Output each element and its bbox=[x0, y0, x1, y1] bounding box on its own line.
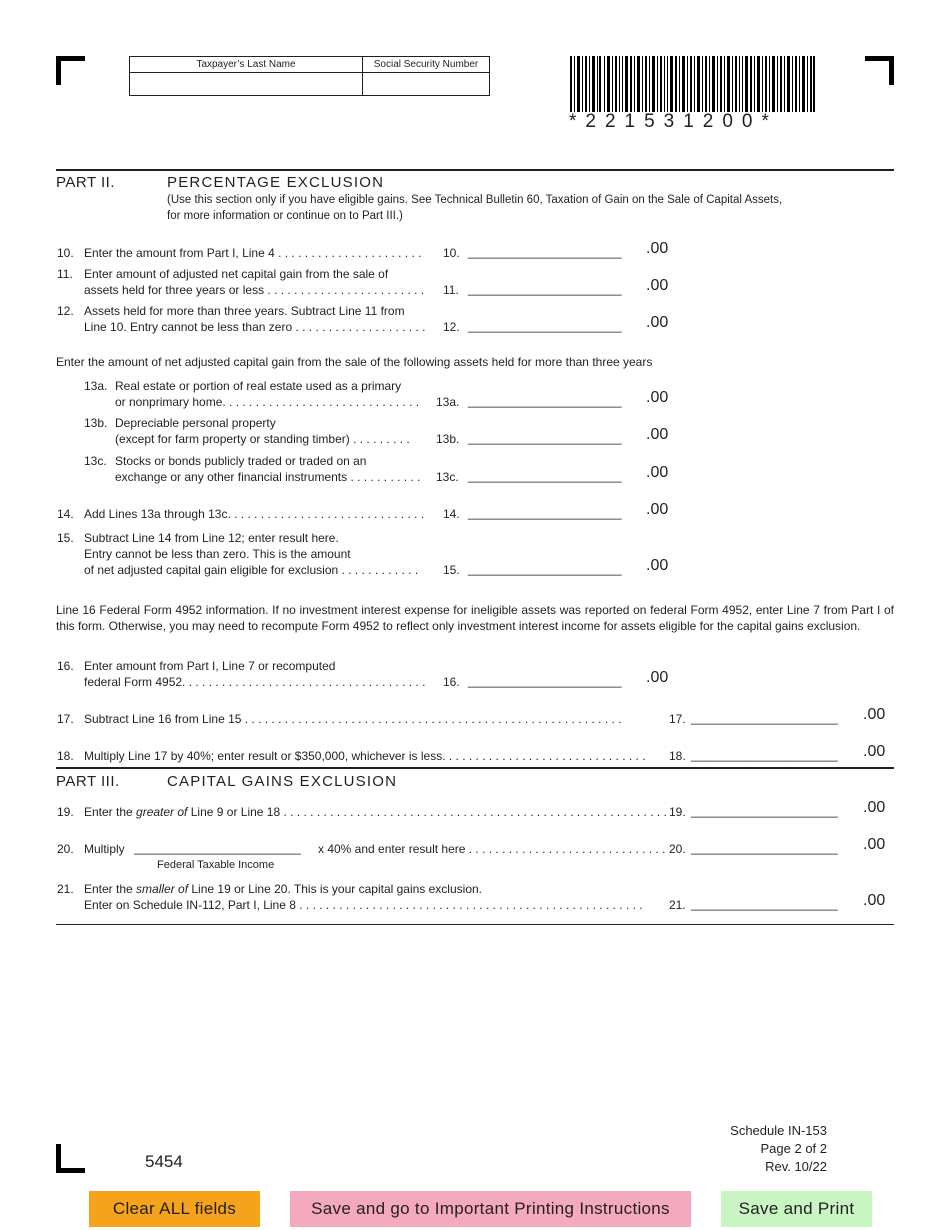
line-21-text-2: Enter on Schedule IN-112, Part I, Line 8 . . . . . . . . . . . . . . . . . . . . . . . . . . . . . . . . . . . . . . . . . . . . . . . . . . . . bbox=[84, 898, 643, 912]
line-20-ref: 20. bbox=[669, 842, 686, 856]
line-11-number: 11. bbox=[57, 267, 73, 281]
line-13b-field[interactable]: _______________________ bbox=[468, 431, 622, 445]
line-10-text: Enter the amount from Part I, Line 4 . . . . . . . . . . . . . . . . . . . . . . bbox=[84, 246, 422, 260]
line-13a-ref: 13a. bbox=[436, 395, 460, 409]
line-14-field[interactable]: _______________________ bbox=[468, 506, 622, 520]
last-name-field[interactable] bbox=[130, 73, 362, 95]
line-18-field[interactable]: ______________________ bbox=[691, 748, 838, 762]
line-16-decimal: .00 bbox=[646, 669, 669, 686]
ssn-field[interactable] bbox=[363, 73, 489, 95]
line-13c-decimal: .00 bbox=[646, 464, 669, 481]
last-name-label: Taxpayer’s Last Name bbox=[130, 57, 362, 73]
barcode-number: *221531200* bbox=[569, 111, 778, 132]
line-12-text-2: Line 10. Entry cannot be less than zero . . . . . . . . . . . . . . . . . . . . bbox=[84, 320, 426, 334]
save-and-go-to-printing-instructions-button[interactable]: Save and go to Important Printing Instructions bbox=[290, 1191, 691, 1227]
line-19-text-emphasis: greater of bbox=[136, 805, 188, 819]
line-20-text-pre: Multiply bbox=[84, 842, 125, 856]
line-19-decimal: .00 bbox=[863, 799, 886, 816]
line-11-decimal: .00 bbox=[646, 277, 669, 294]
line-13b-text-2: (except for farm property or standing timber) . . . . . . . . . bbox=[115, 432, 410, 446]
line-19-ref: 19. bbox=[669, 805, 686, 819]
line-15-number: 15. bbox=[57, 531, 74, 545]
line-13a-decimal: .00 bbox=[646, 389, 669, 406]
part3-title: CAPITAL GAINS EXCLUSION bbox=[167, 773, 398, 790]
line-21-text-pre: Enter the bbox=[84, 882, 137, 896]
line-13c-text-2: exchange or any other financial instruments . . . . . . . . . . . bbox=[115, 470, 421, 484]
schedule-name: Schedule IN-153 bbox=[730, 1123, 827, 1138]
ssn-label: Social Security Number bbox=[363, 57, 489, 73]
part2-note-1: (Use this section only if you have eligible gains. See Technical Bulletin 60, Taxation of Gain on the Sale of Capital Assets, bbox=[167, 194, 783, 206]
line-14-text: Add Lines 13a through 13c. . . . . . . . . . . . . . . . . . . . . . . . . . . . . . bbox=[84, 507, 425, 521]
line-15-text-1: Subtract Line 14 from Line 12; enter result here. bbox=[84, 531, 339, 545]
line-21-field[interactable]: ______________________ bbox=[691, 897, 838, 911]
line-21-ref: 21. bbox=[669, 898, 686, 912]
line-13a-text-1: Real estate or portion of real estate used as a primary bbox=[115, 379, 402, 393]
line-13c-text-1: Stocks or bonds publicly traded or traded on an bbox=[115, 454, 367, 468]
line-19-field[interactable]: ______________________ bbox=[691, 804, 838, 818]
line-13c-field[interactable]: _______________________ bbox=[468, 469, 622, 483]
line-13a-text-2: or nonprimary home. . . . . . . . . . . . . . . . . . . . . . . . . . . . . . bbox=[115, 395, 420, 409]
line-19-text-pre: Enter the bbox=[84, 805, 137, 819]
federal-taxable-income-caption: Federal Taxable Income bbox=[157, 859, 275, 871]
line-12-text-1: Assets held for more than three years. Subtract Line 11 from bbox=[84, 304, 405, 318]
revision-date: Rev. 10/22 bbox=[765, 1159, 827, 1174]
line-16-field[interactable]: _______________________ bbox=[468, 674, 622, 688]
part3-divider bbox=[56, 767, 894, 769]
clear-all-fields-button[interactable]: Clear ALL fields bbox=[89, 1191, 260, 1227]
last-name-cell bbox=[130, 57, 363, 95]
part2-number: PART II. bbox=[56, 174, 116, 191]
line-18-decimal: .00 bbox=[863, 743, 886, 760]
line-20-decimal: .00 bbox=[863, 836, 886, 853]
line-20-field[interactable]: ______________________ bbox=[691, 841, 838, 855]
ssn-cell bbox=[363, 57, 489, 95]
line-16-number: 16. bbox=[57, 659, 74, 673]
line-11-text-1: Enter amount of adjusted net capital gain from the sale of bbox=[84, 267, 389, 281]
line-19-text-post: Line 9 or Line 18 . . . . . . . . . . . . . . . . . . . . . . . . . . . . . . . . . . . . . . . . . . . . . . . . . . . . . . . . . . bbox=[187, 805, 667, 819]
line-16-instructions: Line 16 Federal Form 4952 information. If no investment interest expense for ineligible assets was reported on federal Form 4952, enter Line 7 from Part I of this form. Otherwise, you may need to recompute Form 4952 to reflect only investment interest income for assets eligible for the capital gains exclusion. bbox=[56, 603, 894, 633]
line-11-text-2: assets held for three years or less . . . . . . . . . . . . . . . . . . . . . . . . bbox=[84, 283, 425, 297]
corner-mark-bottom-left bbox=[56, 1144, 85, 1173]
line-18-text: Multiply Line 17 by 40%; enter result or $350,000, whichever is less. . . . . . . . . . . . . . . . . . . . . . . . . . . . . . . bbox=[84, 749, 646, 763]
line-17-field[interactable]: ______________________ bbox=[691, 711, 838, 725]
taxpayer-id-table bbox=[129, 56, 490, 96]
line-11-ref: 11. bbox=[443, 283, 459, 297]
line-13b-decimal: .00 bbox=[646, 426, 669, 443]
line-16-text-2: federal Form 4952. . . . . . . . . . . . . . . . . . . . . . . . . . . . . . . . . . . . . bbox=[84, 675, 426, 689]
line-13-intro: Enter the amount of net adjusted capital gain from the sale of the following assets held for more than three years bbox=[56, 355, 653, 369]
corner-mark-top-left bbox=[56, 56, 85, 85]
line-17-number: 17. bbox=[57, 712, 74, 726]
line-13c-ref: 13c. bbox=[436, 470, 459, 484]
line-13a-field[interactable]: _______________________ bbox=[468, 394, 622, 408]
line-16-ref: 16. bbox=[443, 675, 460, 689]
line-15-ref: 15. bbox=[443, 563, 460, 577]
line-15-text-2: Entry cannot be less than zero. This is the amount bbox=[84, 547, 351, 561]
line-17-text: Subtract Line 16 from Line 15 . . . . . . . . . . . . . . . . . . . . . . . . . . . . . . . . . . . . . . . . . . . . . . . . . . . . . . . . . bbox=[84, 712, 622, 726]
part3-number: PART III. bbox=[56, 773, 120, 790]
line-12-decimal: .00 bbox=[646, 314, 669, 331]
line-21-decimal: .00 bbox=[863, 892, 886, 909]
line-20-number: 20. bbox=[57, 842, 74, 856]
line-13b-number: 13b. bbox=[84, 416, 108, 430]
line-18-number: 18. bbox=[57, 749, 74, 763]
line-15-field[interactable]: _______________________ bbox=[468, 562, 622, 576]
line-10-field[interactable]: _______________________ bbox=[468, 245, 622, 259]
line-12-number: 12. bbox=[57, 304, 74, 318]
corner-mark-top-right bbox=[865, 56, 894, 85]
federal-taxable-income-field[interactable]: _________________________ bbox=[134, 841, 301, 855]
barcode-graphic bbox=[570, 56, 815, 112]
line-13b-ref: 13b. bbox=[436, 432, 460, 446]
save-and-print-button[interactable]: Save and Print bbox=[721, 1191, 872, 1227]
line-21-text-post: Line 19 or Line 20. This is your capital gains exclusion. bbox=[188, 882, 482, 896]
line-12-ref: 12. bbox=[443, 320, 460, 334]
line-13a-number: 13a. bbox=[84, 379, 108, 393]
line-18-ref: 18. bbox=[669, 749, 686, 763]
line-19-text bbox=[84, 804, 667, 820]
line-17-ref: 17. bbox=[669, 712, 686, 726]
line-13b-text-1: Depreciable personal property bbox=[115, 416, 276, 430]
line-14-ref: 14. bbox=[443, 507, 460, 521]
part2-title: PERCENTAGE EXCLUSION bbox=[167, 174, 385, 191]
line-12-field[interactable]: _______________________ bbox=[468, 319, 622, 333]
line-10-ref: 10. bbox=[443, 246, 460, 260]
form-id-number: 5454 bbox=[145, 1152, 183, 1171]
line-20-text-post: x 40% and enter result here . . . . . . . . . . . . . . . . . . . . . . . . . . . . . . bbox=[318, 842, 666, 856]
page-indicator: Page 2 of 2 bbox=[760, 1141, 827, 1156]
line-15-text-3: of net adjusted capital gain eligible for exclusion . . . . . . . . . . . . bbox=[84, 563, 419, 577]
line-13c-number: 13c. bbox=[84, 454, 107, 468]
line-21-text-emphasis: smaller of bbox=[136, 882, 189, 896]
line-10-decimal: .00 bbox=[646, 240, 669, 257]
line-19-number: 19. bbox=[57, 805, 74, 819]
line-10-number: 10. bbox=[57, 246, 74, 260]
line-21-number: 21. bbox=[57, 882, 74, 896]
part2-note-2: for more information or continue on to Part III.) bbox=[167, 210, 403, 222]
line-11-field[interactable]: _______________________ bbox=[468, 282, 622, 296]
bottom-divider bbox=[56, 924, 894, 925]
line-16-text-1: Enter amount from Part I, Line 7 or recomputed bbox=[84, 659, 336, 673]
top-divider bbox=[56, 169, 894, 171]
line-14-decimal: .00 bbox=[646, 501, 669, 518]
line-17-decimal: .00 bbox=[863, 706, 886, 723]
line-14-number: 14. bbox=[57, 507, 74, 521]
line-21-text-1 bbox=[84, 881, 482, 897]
line-15-decimal: .00 bbox=[646, 557, 669, 574]
